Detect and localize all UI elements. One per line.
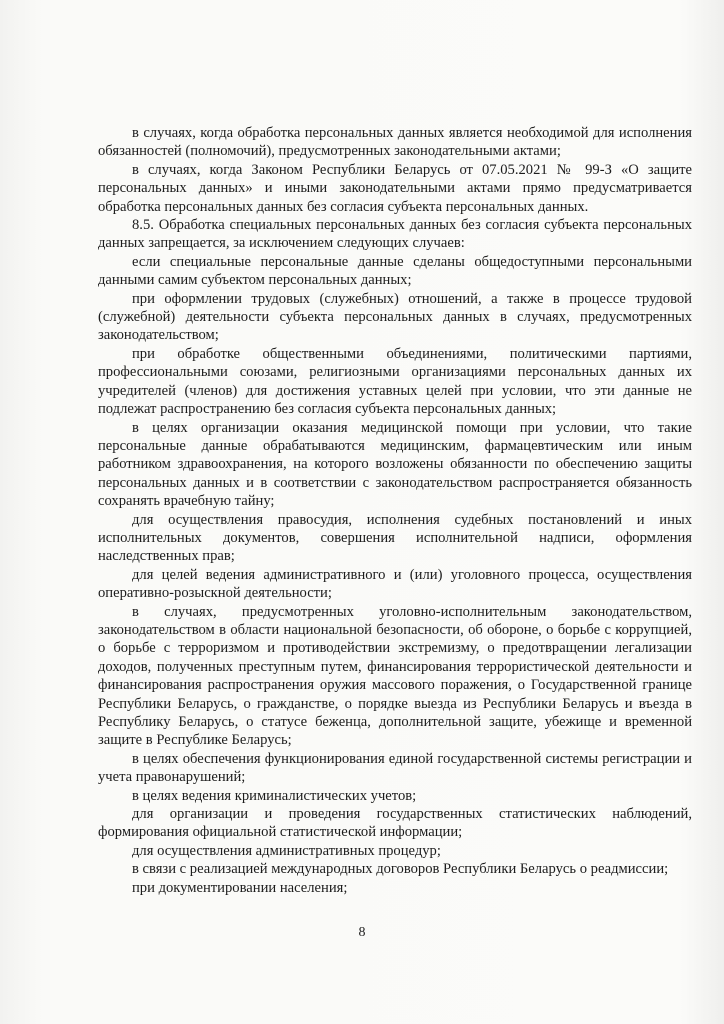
- document-body: [98, 124, 692, 897]
- paragraph: в случаях, предусмотренных уголовно-исполнительным законодательством, законодательством в области национальной безопасности, об обороне, о борьбе с коррупцией, о борьбе с терроризмом и противодействии экстремизму, о предотвращении легализации доходов, полученных преступным путем, финансирования террористической деятельности и финансирования распространения оружия массового поражения, о Государственной границе Республики Беларусь, о гражданстве, о порядке выезда из Республики Беларусь и въезда в Республику Беларусь, о статусе беженца, дополнительной защите, убежище и временной защите в Республике Беларусь;: [98, 603, 692, 749]
- paragraph: если специальные персональные данные сделаны общедоступными персональными данными самим субъектом персональных данных;: [98, 253, 692, 289]
- paragraph: в случаях, когда Законом Республики Беларусь от 07.05.2021 № 99-З «О защите персональных данных» и иными законодательными актами прямо предусматривается обработка персональных данных без согласия субъекта персональных данных.: [98, 161, 692, 215]
- paragraph: для осуществления административных процедур;: [132, 842, 441, 859]
- paragraph: для осуществления правосудия, исполнения судебных постановлений и иных исполнительных документов, совершения исполнительной надписи, оформления наследственных прав;: [98, 511, 692, 565]
- paragraph: при обработке общественными объединениями, политическими партиями, профессиональными союзами, религиозными организациями персональных данных их учредителей (членов) для достижения уставных целей при условии, что эти данные не подлежат распространению без согласия субъекта персональных данных;: [98, 345, 692, 418]
- page-number: 8: [358, 925, 366, 940]
- paragraph: для целей ведения административного и (или) уголовного процесса, осуществления оперативно-розыскной деятельности;: [98, 566, 692, 602]
- paragraph: при документировании населения;: [132, 879, 348, 896]
- paragraph: при оформлении трудовых (служебных) отношений, а также в процессе трудовой (служебной) деятельности субъекта персональных данных в случаях, предусмотренных законодательством;: [98, 290, 692, 344]
- paragraph: в целях организации оказания медицинской помощи при условии, что такие персональные данные обрабатываются медицинским, фармацевтическим или иным работником здравоохранения, на которого возложены обязанности по обеспечению защиты персональных данных и в соответствии с законодательством распространяется обязанность сохранять врачебную тайну;: [98, 419, 692, 510]
- paragraph: в целях ведения криминалистических учетов;: [132, 787, 417, 804]
- paragraph: в случаях, когда обработка персональных данных является необходимой для исполнения обязанностей (полномочий), предусмотренных законодательными актами;: [98, 125, 692, 160]
- paragraph: в связи с реализацией международных договоров Республики Беларусь о реадмиссии;: [132, 861, 669, 878]
- section-8-5-paragraph: 8.5. Обработка специальных персональных данных без согласия субъекта персональных данных запрещается, за исключением следующих случаев:: [98, 217, 692, 252]
- paragraph: в целях обеспечения функционирования единой государственной системы регистрации и учета правонарушений;: [98, 750, 692, 786]
- paragraph: для организации и проведения государственных статистических наблюдений, формирования официальной статистической информации;: [98, 806, 692, 841]
